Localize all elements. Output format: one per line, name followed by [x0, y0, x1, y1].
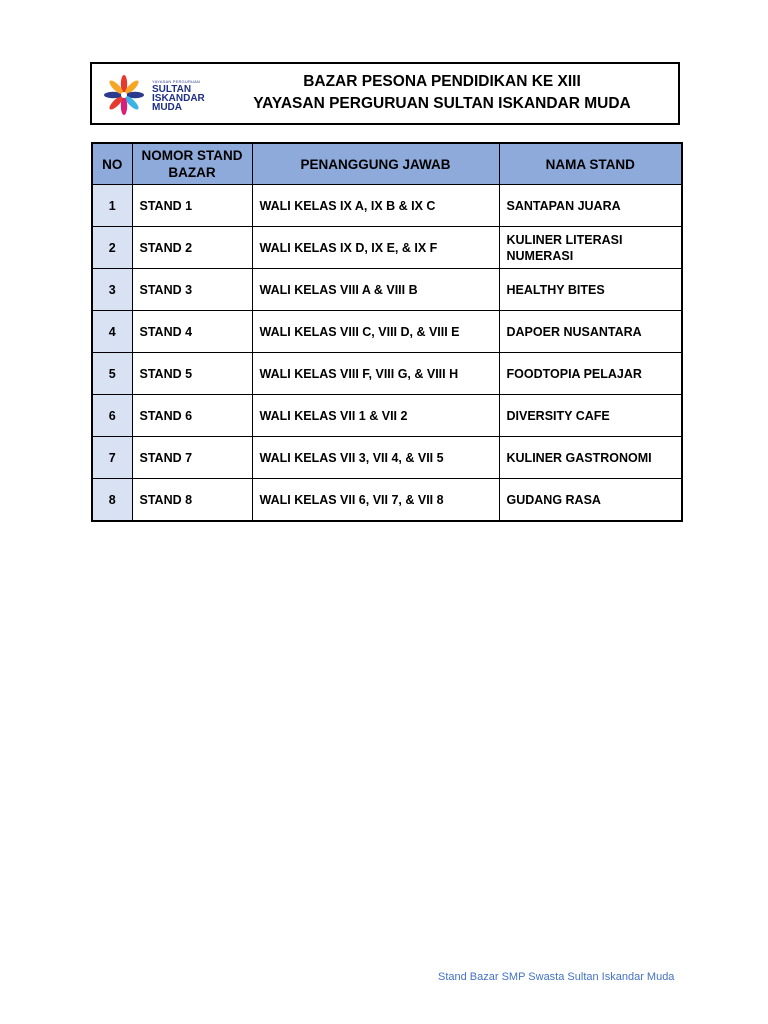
cell-stand: STAND 8	[132, 479, 252, 522]
table-row	[92, 269, 682, 311]
cell-penanggung-jawab: WALI KELAS VIII C, VIII D, & VIII E	[252, 311, 499, 353]
cell-no: 2	[92, 227, 132, 269]
table-row	[92, 185, 682, 227]
logo-small-text: YAYASAN PERGURUAN	[152, 79, 201, 84]
logo-emblem-icon	[102, 74, 146, 116]
cell-no: 1	[92, 185, 132, 227]
cell-stand: STAND 7	[132, 437, 252, 479]
logo-word-sultan: SULTAN	[152, 84, 192, 95]
cell-stand: STAND 5	[132, 353, 252, 395]
cell-penanggung-jawab: WALI KELAS IX A, IX B & IX C	[252, 185, 499, 227]
cell-nama-stand: GUDANG RASA	[499, 479, 682, 522]
cell-nama-stand: KULINER GASTRONOMI	[499, 437, 682, 479]
table-row	[92, 479, 682, 522]
cell-nama-stand: SANTAPAN JUARA	[499, 185, 682, 227]
cell-nama-stand: FOODTOPIA PELAJAR	[499, 353, 682, 395]
table-row	[92, 437, 682, 479]
cell-stand: STAND 6	[132, 395, 252, 437]
school-logo	[102, 74, 212, 116]
cell-penanggung-jawab: WALI KELAS IX D, IX E, & IX F	[252, 227, 499, 269]
logo-word-iskandar: ISKANDAR	[152, 93, 205, 104]
cell-nama-stand: KULINER LITERASI NUMERASI	[499, 227, 682, 269]
table-row	[92, 311, 682, 353]
cell-no: 5	[92, 353, 132, 395]
column-header-nama-stand: NAMA STAND	[499, 143, 682, 185]
table-row	[92, 227, 682, 269]
cell-no: 8	[92, 479, 132, 522]
document-header	[90, 62, 680, 125]
document-subtitle: YAYASAN PERGURUAN SULTAN ISKANDAR MUDA	[253, 95, 631, 112]
stand-table	[91, 142, 683, 522]
cell-no: 3	[92, 269, 132, 311]
cell-no: 7	[92, 437, 132, 479]
cell-penanggung-jawab: WALI KELAS VII 6, VII 7, & VII 8	[252, 479, 499, 522]
document-title: BAZAR PESONA PENDIDIKAN KE XIII	[303, 73, 581, 90]
cell-no: 6	[92, 395, 132, 437]
cell-stand: STAND 3	[132, 269, 252, 311]
cell-stand: STAND 1	[132, 185, 252, 227]
column-header-penanggung-jawab: PENANGGUNG JAWAB	[252, 143, 499, 185]
table-row	[92, 353, 682, 395]
cell-penanggung-jawab: WALI KELAS VIII A & VIII B	[252, 269, 499, 311]
table-row	[92, 395, 682, 437]
cell-stand: STAND 4	[132, 311, 252, 353]
cell-nama-stand: HEALTHY BITES	[499, 269, 682, 311]
cell-nama-stand: DIVERSITY CAFE	[499, 395, 682, 437]
cell-penanggung-jawab: WALI KELAS VIII F, VIII G, & VIII H	[252, 353, 499, 395]
column-header-nomor-stand: NOMOR STAND BAZAR	[132, 143, 252, 185]
page-footer: Stand Bazar SMP Swasta Sultan Iskandar Muda	[438, 971, 675, 983]
cell-penanggung-jawab: WALI KELAS VII 1 & VII 2	[252, 395, 499, 437]
cell-penanggung-jawab: WALI KELAS VII 3, VII 4, & VII 5	[252, 437, 499, 479]
cell-nama-stand: DAPOER NUSANTARA	[499, 311, 682, 353]
column-header-no: NO	[92, 143, 132, 185]
logo-word-muda: MUDA	[152, 102, 182, 113]
cell-no: 4	[92, 311, 132, 353]
table-header-row	[92, 143, 682, 185]
cell-stand: STAND 2	[132, 227, 252, 269]
